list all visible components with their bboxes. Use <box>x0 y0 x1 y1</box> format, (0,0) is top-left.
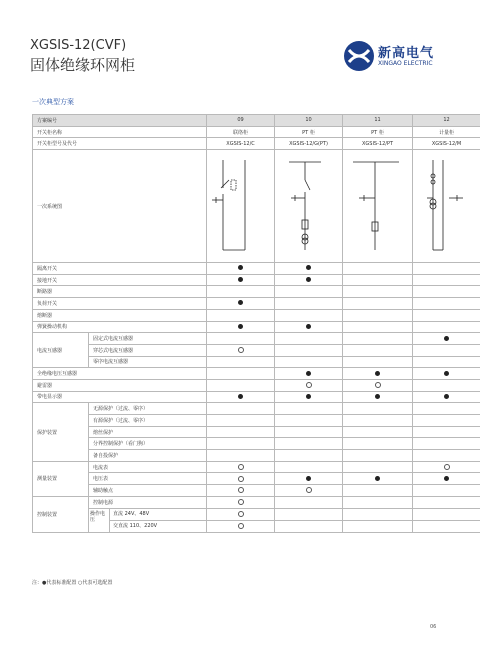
cabinet-name-label: 开关柜名称 <box>33 126 207 138</box>
config-mark-cell <box>207 344 275 356</box>
config-mark-cell <box>207 508 275 520</box>
operating-voltage-label: 操作电压 <box>89 509 110 532</box>
config-mark-cell <box>275 450 343 462</box>
optional-config-circle-icon <box>375 382 381 388</box>
config-mark-cell <box>343 508 413 520</box>
config-mark-cell <box>413 426 480 438</box>
config-category: 隔离开关 <box>33 263 207 275</box>
operating-voltage-option: 交直流 110、220V <box>110 520 206 532</box>
section-title: 一次典型方案 <box>32 98 74 106</box>
config-mark-cell <box>275 368 343 380</box>
config-row <box>33 426 480 438</box>
config-category: 避雷器 <box>33 379 207 391</box>
config-category: 测量装置 <box>33 461 89 496</box>
config-mark-cell <box>207 321 275 333</box>
brand-logo-icon <box>343 40 375 72</box>
config-mark-cell <box>413 450 480 462</box>
product-model-title: XGSIS-12(CVF) <box>30 38 127 53</box>
config-subitem: 穿芯式电流互感器 <box>89 344 207 356</box>
cabinet-name: 计量柜 <box>413 126 480 138</box>
config-row <box>33 321 480 333</box>
config-mark-cell <box>207 426 275 438</box>
config-mark-cell <box>343 415 413 427</box>
diagram-cell-10 <box>275 150 343 263</box>
scheme-number: 10 <box>275 115 343 127</box>
config-mark-cell <box>275 391 343 403</box>
config-subitem: 零序电流互感器 <box>89 356 207 368</box>
config-mark-cell <box>413 461 480 473</box>
config-mark-cell <box>343 321 413 333</box>
config-mark-cell <box>343 473 413 485</box>
config-mark-cell <box>275 379 343 391</box>
single-line-diagram-11 <box>343 150 413 260</box>
config-row <box>33 403 480 415</box>
single-line-diagram-10 <box>275 150 343 260</box>
optional-config-circle-icon <box>238 511 244 517</box>
model-code: XGSIS-12/M <box>413 138 480 150</box>
config-subitem: 电流表 <box>89 461 207 473</box>
config-mark-cell <box>275 356 343 368</box>
product-name-title: 固体绝缘环网柜 <box>30 56 136 74</box>
brand-name-cn: 新高电气 <box>378 46 435 61</box>
config-mark-cell <box>343 426 413 438</box>
config-mark-cell <box>413 321 480 333</box>
optional-config-circle-icon <box>238 464 244 470</box>
config-mark-cell <box>275 321 343 333</box>
config-row <box>33 379 480 391</box>
config-mark-cell <box>207 415 275 427</box>
config-mark-cell <box>413 368 480 380</box>
diagram-cell-12 <box>413 150 480 263</box>
config-mark-cell <box>275 485 343 497</box>
config-category: 弹簧操动机构 <box>33 321 207 333</box>
config-mark-cell <box>343 286 413 298</box>
config-row <box>33 496 480 508</box>
config-mark-cell <box>207 520 275 532</box>
config-mark-cell <box>207 450 275 462</box>
config-row <box>33 356 480 368</box>
single-line-diagram-12 <box>413 150 480 260</box>
config-mark-cell <box>275 274 343 286</box>
config-mark-cell <box>275 415 343 427</box>
config-row <box>33 450 480 462</box>
config-mark-cell <box>343 391 413 403</box>
config-mark-cell <box>413 508 480 520</box>
optional-config-circle-icon <box>238 499 244 505</box>
config-mark-cell <box>413 415 480 427</box>
standard-config-dot-icon <box>444 394 449 399</box>
config-mark-cell <box>343 309 413 321</box>
standard-config-dot-icon <box>444 336 449 341</box>
config-mark-cell <box>343 274 413 286</box>
config-subitem: 熔丝保护 <box>89 426 207 438</box>
config-mark-cell <box>207 356 275 368</box>
config-category: 保护装置 <box>33 403 89 461</box>
config-mark-cell <box>343 344 413 356</box>
optional-config-circle-icon <box>306 382 312 388</box>
optional-config-circle-icon <box>444 464 450 470</box>
standard-config-dot-icon <box>238 394 243 399</box>
page-number: 06 <box>430 624 437 630</box>
config-row <box>33 438 480 450</box>
config-mark-cell <box>343 496 413 508</box>
header-row <box>33 115 480 127</box>
optional-config-circle-icon <box>306 487 312 493</box>
config-row <box>33 391 480 403</box>
model-label: 开关柜型号及代号 <box>33 138 207 150</box>
config-mark-cell <box>413 496 480 508</box>
config-mark-cell <box>275 438 343 450</box>
config-mark-cell <box>207 485 275 497</box>
optional-config-circle-icon <box>238 347 244 353</box>
config-mark-cell <box>207 379 275 391</box>
config-mark-cell <box>343 438 413 450</box>
config-mark-cell <box>343 520 413 532</box>
optional-config-circle-icon <box>238 476 244 482</box>
operating-voltage-option: 直流 24V、48V <box>113 510 150 517</box>
config-row <box>33 286 480 298</box>
config-mark-cell <box>413 286 480 298</box>
standard-config-dot-icon <box>238 300 243 305</box>
config-subitem: 无源保护（过流、零序） <box>89 403 207 415</box>
config-mark-cell <box>207 403 275 415</box>
config-mark-cell <box>207 298 275 310</box>
config-mark-cell <box>207 391 275 403</box>
scheme-number: 11 <box>343 115 413 127</box>
config-mark-cell <box>413 333 480 345</box>
scheme-number: 09 <box>207 115 275 127</box>
config-row <box>33 508 480 520</box>
config-mark-cell <box>207 473 275 485</box>
config-mark-cell <box>343 450 413 462</box>
config-subitem: 有源保护（过流、零序） <box>89 415 207 427</box>
config-category: 断路器 <box>33 286 207 298</box>
standard-config-dot-icon <box>306 265 311 270</box>
config-row <box>33 309 480 321</box>
config-mark-cell <box>343 263 413 275</box>
config-row <box>33 473 480 485</box>
model-code: XGSIS-12/PT <box>343 138 413 150</box>
config-mark-cell <box>413 473 480 485</box>
config-category: 带电显示器 <box>33 391 207 403</box>
diagram-cell-09 <box>207 150 275 263</box>
brand-name-en: XINGAO ELECTRIC <box>378 60 433 67</box>
cabinet-name: PT 柜 <box>275 126 343 138</box>
standard-config-dot-icon <box>306 394 311 399</box>
config-mark-cell <box>413 309 480 321</box>
config-mark-cell <box>207 333 275 345</box>
config-mark-cell <box>275 461 343 473</box>
config-category: 控制装置 <box>33 496 89 532</box>
diagram-row <box>33 150 480 263</box>
standard-config-dot-icon <box>375 394 380 399</box>
config-mark-cell <box>275 426 343 438</box>
config-mark-cell <box>413 344 480 356</box>
operating-voltage-cell <box>89 508 207 532</box>
config-mark-cell <box>275 520 343 532</box>
config-row <box>33 333 480 345</box>
config-mark-cell <box>275 333 343 345</box>
standard-config-dot-icon <box>375 371 380 376</box>
single-line-diagram-09 <box>207 150 275 260</box>
config-mark-cell <box>275 286 343 298</box>
config-subitem: 电压表 <box>89 473 207 485</box>
cabinet-name: 联络柜 <box>207 126 275 138</box>
config-mark-cell <box>343 403 413 415</box>
standard-config-dot-icon <box>375 476 380 481</box>
config-subitem: 分界控制保护（看门狗） <box>89 438 207 450</box>
config-row <box>33 274 480 286</box>
config-mark-cell <box>275 309 343 321</box>
standard-config-dot-icon <box>238 265 243 270</box>
config-mark-cell <box>343 298 413 310</box>
standard-config-dot-icon <box>444 476 449 481</box>
diagram-cell-11 <box>343 150 413 263</box>
config-subitem: 固定式电流互感器 <box>89 333 207 345</box>
config-mark-cell <box>343 333 413 345</box>
scheme-number: 12 <box>413 115 480 127</box>
config-mark-cell <box>275 473 343 485</box>
config-mark-cell <box>343 379 413 391</box>
standard-config-dot-icon <box>238 324 243 329</box>
cabinet-name: PT 柜 <box>343 126 413 138</box>
model-code: XGSIS-12/C <box>207 138 275 150</box>
config-mark-cell <box>207 461 275 473</box>
diagram-label: 一次系统图 <box>33 150 207 263</box>
config-row <box>33 263 480 275</box>
standard-config-dot-icon <box>306 476 311 481</box>
cabinet-name-row <box>33 126 480 138</box>
config-mark-cell <box>413 298 480 310</box>
scheme-number-label: 方案编号 <box>33 115 207 127</box>
legend-note: 注：●代表标准配置 ○代表可选配置 <box>32 580 113 586</box>
config-mark-cell <box>207 496 275 508</box>
model-code: XGSIS-12/G(PT) <box>275 138 343 150</box>
model-row <box>33 138 480 150</box>
standard-config-dot-icon <box>238 277 243 282</box>
optional-config-circle-icon <box>238 523 244 529</box>
config-mark-cell <box>413 391 480 403</box>
config-mark-cell <box>413 274 480 286</box>
config-row <box>33 344 480 356</box>
config-category: 全绝缘电压互感器 <box>33 368 207 380</box>
optional-config-circle-icon <box>238 487 244 493</box>
config-category: 负荷开关 <box>33 298 207 310</box>
config-mark-cell <box>275 403 343 415</box>
config-category: 电流互感器 <box>33 333 89 368</box>
config-mark-cell <box>207 368 275 380</box>
config-mark-cell <box>343 461 413 473</box>
config-row <box>33 368 480 380</box>
scheme-table <box>32 114 480 533</box>
config-row <box>33 415 480 427</box>
config-mark-cell <box>275 263 343 275</box>
config-mark-cell <box>275 344 343 356</box>
config-category: 熔断器 <box>33 309 207 321</box>
config-row <box>33 485 480 497</box>
config-mark-cell <box>343 485 413 497</box>
config-mark-cell <box>207 309 275 321</box>
config-mark-cell <box>343 368 413 380</box>
config-mark-cell <box>275 508 343 520</box>
config-mark-cell <box>413 438 480 450</box>
config-mark-cell <box>275 298 343 310</box>
config-mark-cell <box>207 438 275 450</box>
config-mark-cell <box>207 286 275 298</box>
standard-config-dot-icon <box>306 324 311 329</box>
config-mark-cell <box>207 263 275 275</box>
config-subitem: 辅助触点 <box>89 485 207 497</box>
config-row <box>33 298 480 310</box>
config-row <box>33 461 480 473</box>
config-mark-cell <box>413 379 480 391</box>
config-mark-cell <box>275 496 343 508</box>
standard-config-dot-icon <box>306 277 311 282</box>
config-subitem: 控制电源 <box>89 496 207 508</box>
config-mark-cell <box>207 274 275 286</box>
config-mark-cell <box>413 520 480 532</box>
standard-config-dot-icon <box>306 371 311 376</box>
config-mark-cell <box>413 403 480 415</box>
standard-config-dot-icon <box>444 371 449 376</box>
config-mark-cell <box>413 263 480 275</box>
config-mark-cell <box>413 485 480 497</box>
config-mark-cell <box>413 356 480 368</box>
config-subitem: 备自投保护 <box>89 450 207 462</box>
config-category: 接地开关 <box>33 274 207 286</box>
config-mark-cell <box>343 356 413 368</box>
